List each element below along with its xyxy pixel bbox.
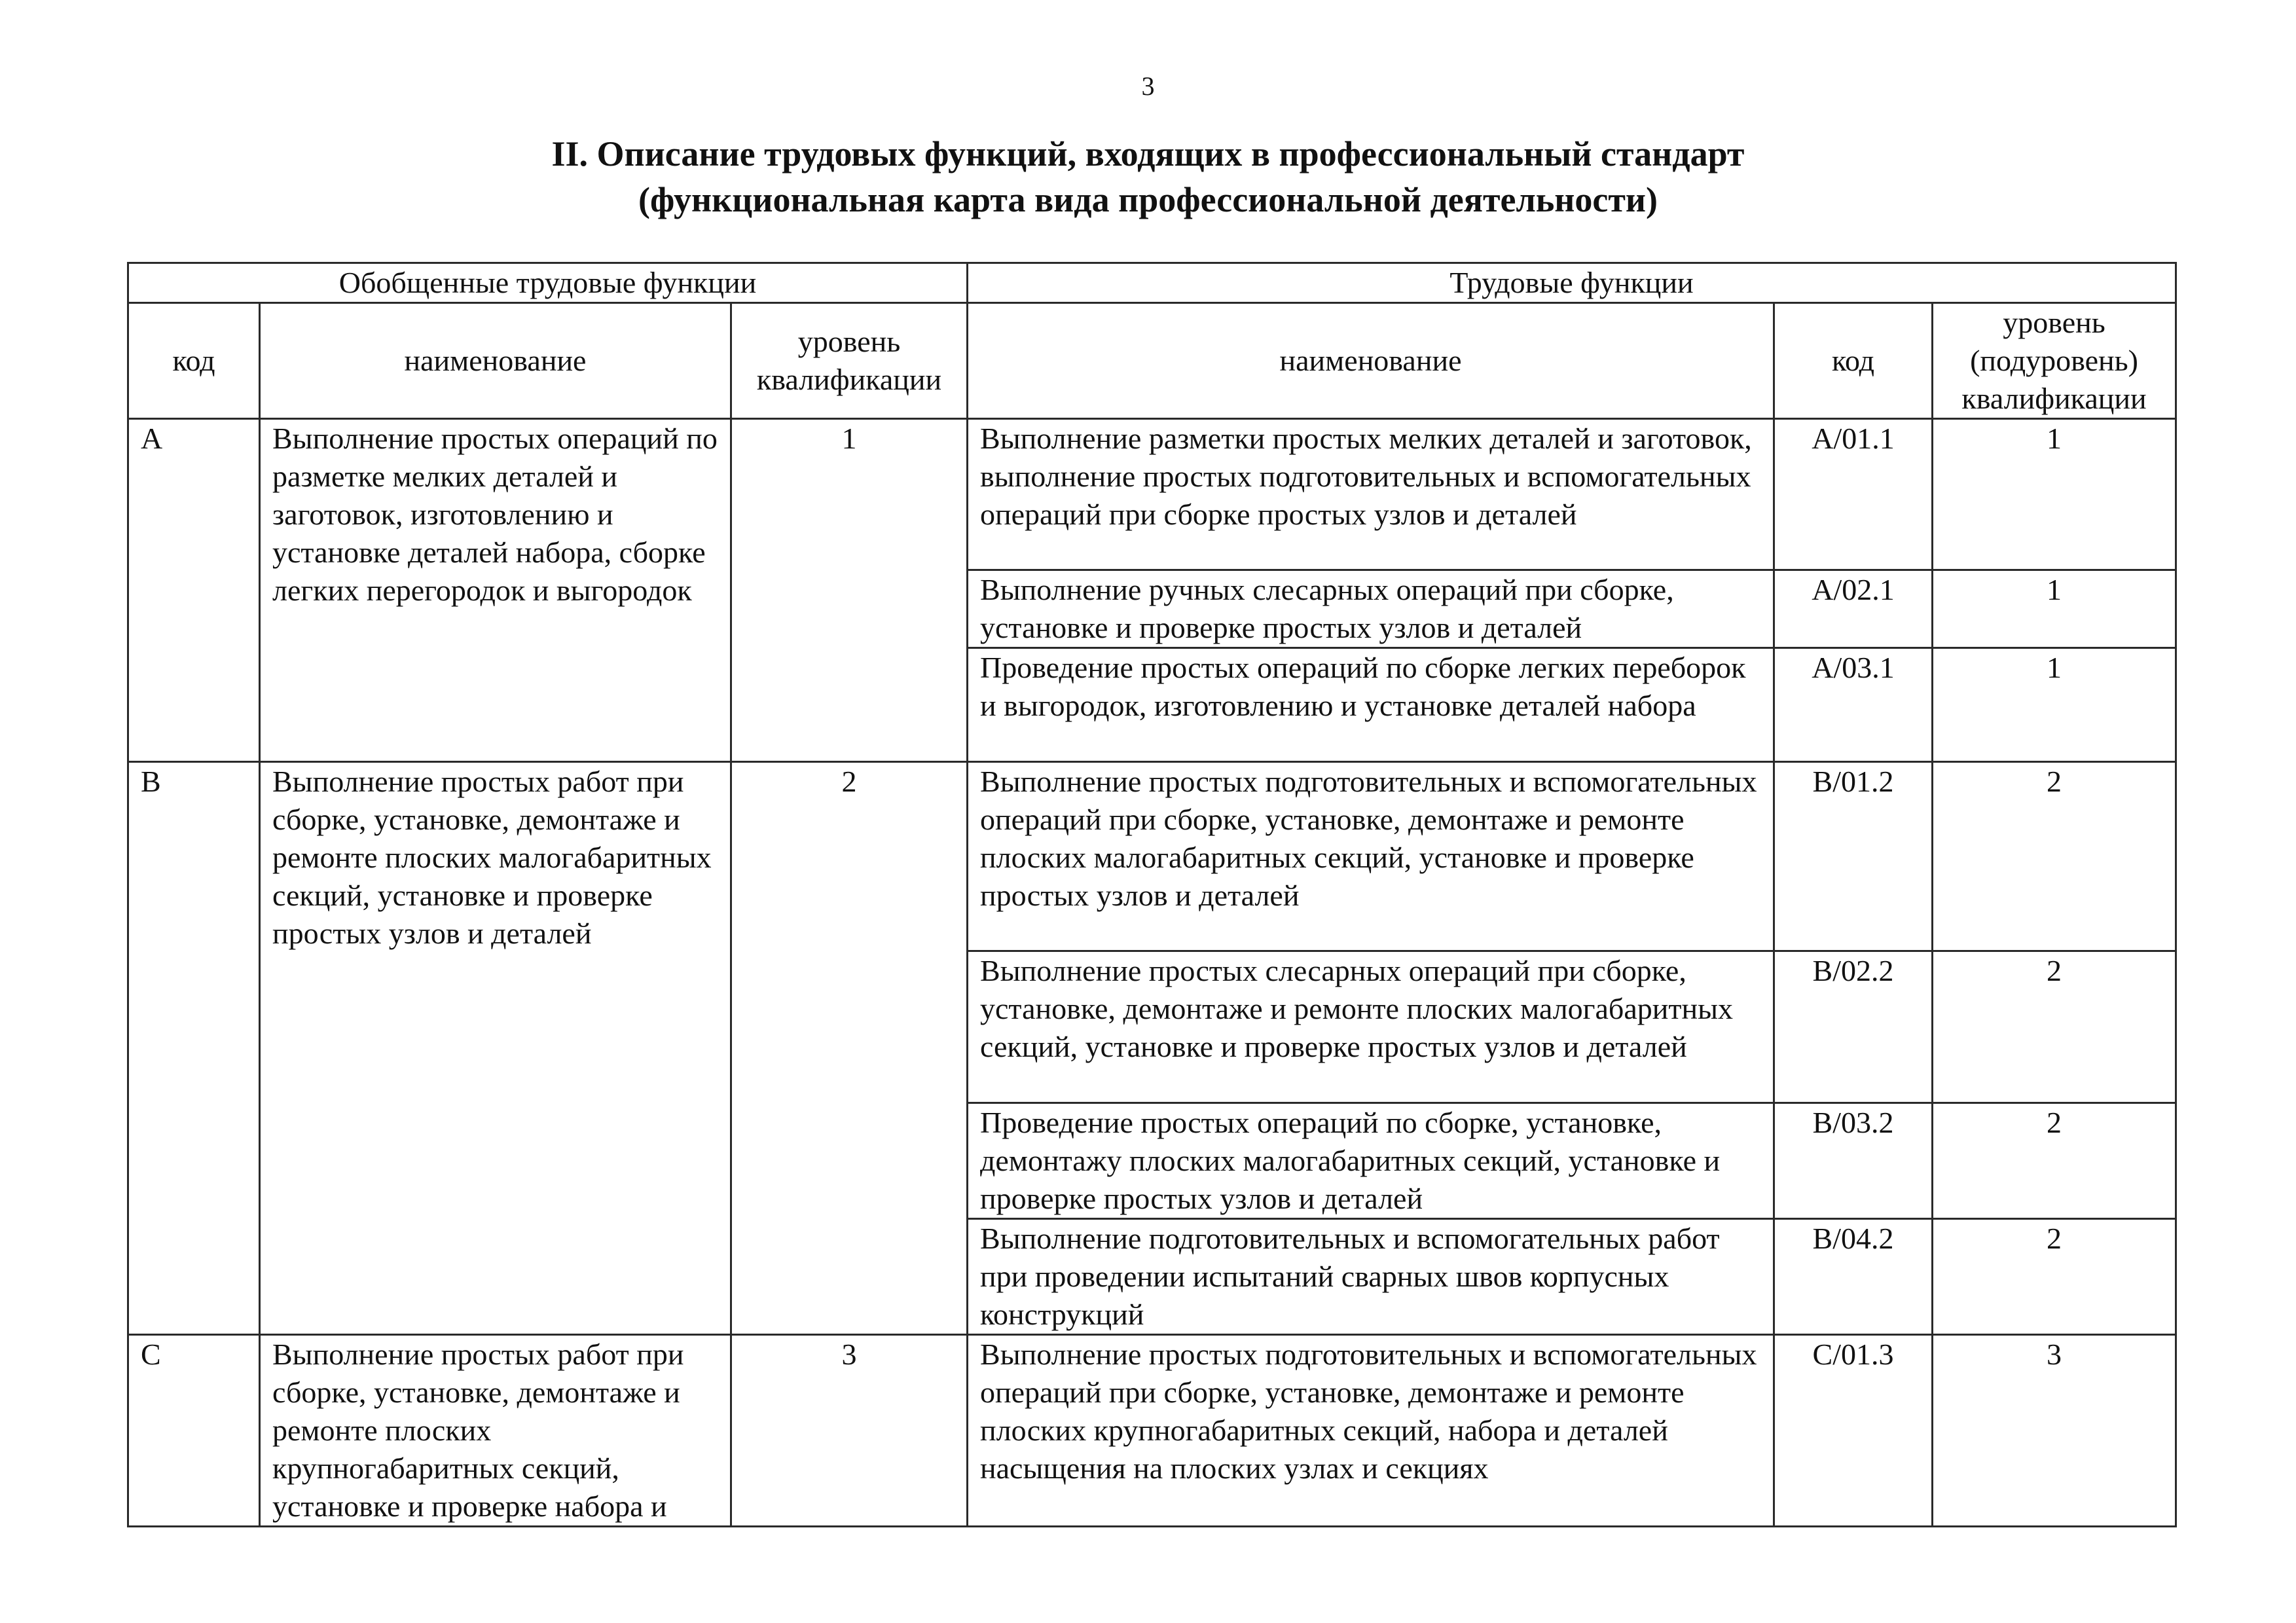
generalized-function-code: C — [128, 1335, 260, 1527]
group-header-row — [128, 263, 2176, 303]
labor-function-name: Выполнение разметки простых мелких деталей и заготовок, выполнение простых подготовительных и вспомогательных операций при сборке простых узлов и деталей — [968, 419, 1774, 570]
table-row — [128, 762, 2176, 951]
labor-function-name: Выполнение подготовительных и вспомогательных работ при проведении испытаний сварных швов корпусных конструкций — [968, 1219, 1774, 1335]
labor-function-level: 2 — [1933, 1219, 2176, 1335]
page-number: 3 — [1141, 71, 1155, 101]
labor-function-code: A/03.1 — [1774, 648, 1933, 762]
generalized-function-level: 2 — [731, 762, 968, 1335]
header-g-name: наименование — [260, 303, 731, 419]
generalized-function-name: Выполнение простых операций по разметке мелких деталей и заготовок, изготовлению и установке деталей набора, сборке легких перегородок и выгородок — [260, 419, 731, 762]
labor-function-level: 1 — [1933, 648, 2176, 762]
header-f-name: наименование — [968, 303, 1774, 419]
labor-function-code: B/02.2 — [1774, 951, 1933, 1103]
page-title-line-2: (функциональная карта вида профессиональной деятельности) — [638, 180, 1658, 219]
header-f-level: уровень (подуровень) квалификации — [1933, 303, 2176, 419]
labor-function-code: B/01.2 — [1774, 762, 1933, 951]
header-generalized-functions: Обобщенные трудовые функции — [128, 263, 968, 303]
generalized-function-level: 1 — [731, 419, 968, 762]
functional-map-table — [127, 262, 2177, 1527]
labor-function-level: 1 — [1933, 570, 2176, 648]
labor-function-level: 3 — [1933, 1335, 2176, 1527]
labor-function-level: 2 — [1933, 762, 2176, 951]
generalized-function-name: Выполнение простых работ при сборке, установке, демонтаже и ремонте плоских крупногабаритных секций, установке и проверке набора и — [260, 1335, 731, 1527]
generalized-function-code: B — [128, 762, 260, 1335]
labor-function-code: B/03.2 — [1774, 1103, 1933, 1219]
page-title-line-1: II. Описание трудовых функций, входящих в профессиональный стандарт — [551, 134, 1745, 173]
header-g-code: код — [128, 303, 260, 419]
table-row — [128, 419, 2176, 570]
labor-function-code: C/01.3 — [1774, 1335, 1933, 1527]
labor-function-name: Проведение простых операций по сборке легких переборок и выгородок, изготовлению и установке деталей набора — [968, 648, 1774, 762]
labor-function-name: Выполнение ручных слесарных операций при сборке, установке и проверке простых узлов и деталей — [968, 570, 1774, 648]
labor-function-name: Выполнение простых подготовительных и вспомогательных операций при сборке, установке, демонтаже и ремонте плоских крупногабаритных секций, набора и деталей насыщения на плоских узлах и секциях — [968, 1335, 1774, 1527]
labor-function-level: 2 — [1933, 951, 2176, 1103]
labor-function-code: A/02.1 — [1774, 570, 1933, 648]
labor-function-name: Выполнение простых слесарных операций при сборке, установке, демонтаже и ремонте плоских малогабаритных секций, установке и проверке простых узлов и деталей — [968, 951, 1774, 1103]
table-row — [128, 1335, 2176, 1527]
labor-function-name: Проведение простых операций по сборке, установке, демонтажу плоских малогабаритных секций, установке и проверке простых узлов и деталей — [968, 1103, 1774, 1219]
generalized-function-code: A — [128, 419, 260, 762]
generalized-function-level: 3 — [731, 1335, 968, 1527]
labor-function-code: B/04.2 — [1774, 1219, 1933, 1335]
labor-function-code: A/01.1 — [1774, 419, 1933, 570]
header-g-level: уровень квалификации — [731, 303, 968, 419]
generalized-function-name: Выполнение простых работ при сборке, установке, демонтаже и ремонте плоских малогабаритных секций, установке и проверке простых узлов и деталей — [260, 762, 731, 1335]
column-header-row — [128, 303, 2176, 419]
header-labor-functions: Трудовые функции — [968, 263, 2176, 303]
page-title — [0, 131, 2296, 223]
labor-function-level: 1 — [1933, 419, 2176, 570]
labor-function-level: 2 — [1933, 1103, 2176, 1219]
labor-function-name: Выполнение простых подготовительных и вспомогательных операций при сборке, установке, демонтаже и ремонте плоских малогабаритных секций, установке и проверке простых узлов и деталей — [968, 762, 1774, 951]
header-f-code: код — [1774, 303, 1933, 419]
